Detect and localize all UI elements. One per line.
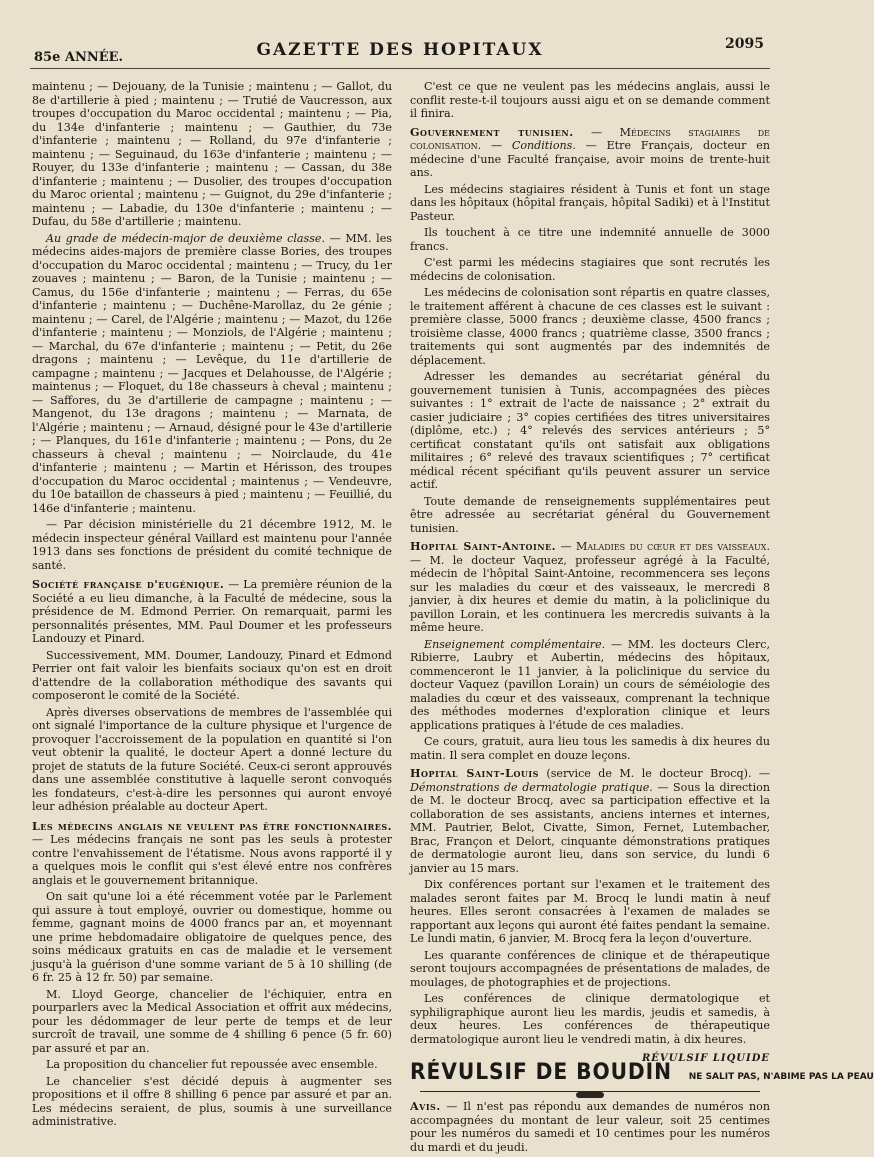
saint-antoine-heading: Hopital Saint-Antoine. [410,540,557,553]
tunisia-paragraph-2: Les médecins stagiaires résident à Tunis et font un stage dans les hôpitaux (hôpital français, hôpital Sadiki) et à l'Institut Pasteur. [410,182,770,223]
journal-title: GAZETTE DES HOPITAUX [256,40,544,60]
english-doctors-paragraph-3: M. Lloyd George, chancelier de l'échiquier, entra en pourparlers avec la Medical Association et offrit aux médecins, pour les dédommager de leur perte de temps et de leur surcroît de travail, une somme de 4 shilling 6 pence (5 fr. 60) par assuré et par an. [32,987,392,1055]
eugenics-heading: Société française d'eugénique. [32,578,225,591]
saint-antoine-text-1: — M. le docteur Vaquez, professeur agrégé à la Faculté, médecin de l'hôpital Saint-Antoine, recommencera ses leçons sur les maladies du cœur et des vaisseaux, le mercredi 8 janvier, à dix heures et demie du matin, à la policlinique du pavillon Lorain, et les continuera les mercredis suivants à la même heure. [410,553,770,634]
page-number: 2095 [725,36,764,52]
tunisia-paragraph-1 [410,126,770,180]
eugenics-paragraph-2: Successivement, MM. Doumer, Landouzy, Pinard et Edmond Perrier ont fait valoir les bienfaits sociaux qu'on est en droit d'attendre de la collaboration méthodique des savants qui composeront le comité de la Société. [32,648,392,702]
english-doctors-paragraph-5: Le chancelier s'est décidé depuis à augmenter ses propositions et il offre 8 shilling 6 pence par assuré et par an. Les médecins seraient, de plus, soumis à une surveillance administrative. [32,1074,392,1128]
page-header [0,0,800,90]
saint-louis-paragraph-1 [410,767,770,875]
edition-label: 85e ANNÉE. [34,50,124,65]
grade-text: — MM. les médecins aides-majors de première classe Bories, des troupes d'occupation du Maroc occidental ; maintenu ; — Trucy, du 1er zouaves ; maintenu ; — Baron, de la Tunisie ; maintenu ; — Camus, du 156e d'infanterie ; maintenu ; — Ferras, du 65e d'infanterie ; maintenu ; — Duchêne-Marollaz, du 2e génie ; maintenu ; — Carel, de l'Algérie ; maintenu ; — Mazot, du 126e d'infanterie ; maintenu ; — Monziols, de l'Algérie ; maintenu ; — Marchal, du 67e d'infanterie ; maintenu ; — Petit, du 26e dragons ; maintenu ; — Levêque, du 11e d'artillerie de campagne ; maintenu ; — Jacques et Delahousse, de l'Algérie ; maintenus ; — Floquet, du 18e chasseurs à cheval ; maintenu ; — Saffores, du 3e d'artillerie de campagne ; maintenu ; — Mangenot, du 13e dragons ; maintenu ; — Marnata, de l'Algérie ; maintenu ; — Arnaud, désigné pour le 43e d'artillerie ; — Planques, du 161e d'infanterie ; maintenu ; — Pons, du 2e chasseurs à cheval ; maintenu ; — Noirclaude, du 41e d'infanterie ; maintenu ; — Martin et Hérisson, des troupes d'occupation du Maroc occidental ; maintenus ; — Vendeuvre, du 10e bataillon de chasseurs à pied ; maintenu ; — Feuillié, du 146e d'infanterie ; maintenu. [32,231,392,515]
ad-subtitle: RÉVULSIF LIQUIDE [641,1053,770,1064]
tunisia-subheading: — Médecins stagiaires de colonisation. [410,125,771,152]
tunisia-paragraph-6: Adresser les demandes au secrétariat général du gouvernement tunisien à Tunis, accompagnées des pièces suivantes : 1° extrait de l'acte de naissance ; 2° extrait du casier judiciaire ; 3° copies certifiées des titres universitaires (diplôme, etc.) ; 4° relevés des services antérieurs ; 5° certificat constatant qu'ils ont satisfait aux obligations militaires ; 6° relevé des travaux scientifiques ; 7° certificat médical récent spécifiant qu'ils peuvent assurer un service actif. [410,370,770,491]
advertisement [410,1052,874,1085]
english-doctors-paragraph-1 [32,820,392,888]
ad-headline-row [410,1059,874,1085]
english-doctors-text-1: — Les médecins français ne sont pas les seuls à protester contre l'envahissement de l'étatisme. Nous avons rapporté il y a quelques mois le conflit qui s'est élevé entre nos confrères anglais et le gouvernement britannique. [32,833,392,887]
english-doctors-paragraph-4: La proposition du chancelier fut repoussée avec ensemble. [46,1058,378,1071]
eugenics-paragraph-3: Après diverses observations de membres de l'assemblée qui ont signalé l'importance de la culture physique et l'urgence de provoquer l'accroissement de la population en quantité si l'on veut obtenir la qualité, le docteur Apert a donné lecture du projet de statuts de la future Société. Ceux-ci seront approuvés dans une assemblée constitutive à laquelle seront convoqués les fondateurs, c'est-à-dire les personnes qui auront envoyé leur adhésion préalable au docteur Apert. [32,705,392,813]
header-rule [30,68,770,69]
promotion-second-class-paragraph [32,232,392,516]
english-doctors-heading: Les médecins anglais ne veulent pas être fonctionnaires. [32,819,392,833]
saint-louis-paragraph-2: Dix conférences portant sur l'examen et le traitement des malades seront faites par M. Brocq le lundi matin à neuf heures. Elles seront consacrées à l'examen de malades se rapportant aux leçons qui auront été faites pendant la semaine. Le lundi matin, 6 janvier, M. Brocq fera la leçon d'ouverture. [410,878,770,945]
saint-antoine-subheading: — Maladies du cœur et des vaisseaux. [556,540,770,553]
tunisia-paragraph-3: Ils touchent à ce titre une indemnité annuelle de 3000 francs. [410,226,770,253]
eugenics-paragraph-1 [32,578,392,646]
tunisia-text-1: — Etre Français, docteur en médecine d'une Faculté française, avoir moins de trente-huit ans. [410,139,770,179]
saint-antoine-text-2: — MM. les docteurs Clerc, Ribierre, Laubry et Aubertin, médecins des hôpitaux, commenceront le 11 janvier, à la policlinique du service du docteur Vaquez (pavillon Lorain) un cours de séméiologie des maladies du cœur et des vaisseaux, comprenant la technique des méthodes modernes d'exploration clinique et leurs applications pratiques à l'étude de ces maladies. [410,637,770,732]
saint-antoine-paragraph-2 [410,638,770,733]
complementary-teaching-label: Enseignement complémentaire. [424,637,606,651]
promotion-list-paragraph: maintenu ; — Dejouany, de la Tunisie ; maintenu ; — Gallot, du 8e d'artillerie à pied ; maintenu ; — Trutié de Vaucresson, aux troupes d'occupation du Maroc occidental ; maintenu ; — Pia, du 134e d'infanterie ; maintenu ; — Gauthier, du 73e d'infanterie ; maintenu ; — Rolland, du 97e d'infanterie ; maintenu ; — Seguinaud, du 163e d'infanterie ; maintenu ; — Rouyer, du 133e d'infanterie ; maintenu ; — Cassan, du 38e d'infanterie ; maintenu ; — Dusolier, des troupes d'occupation du Maroc oriental ; maintenu ; — Guignot, du 29e d'infanterie ; maintenu ; — Labadie, du 130e d'infanterie ; maintenu ; — Dufau, du 58e d'artillerie ; maintenu. [32,80,392,228]
notice-text: — Il n'est pas répondu aux demandes de numéros non accompagnées du montant de leur valeur, soit 25 centimes pour les numéros du samedi et 10 centimes pour les numéros du mardi et du jeudi. [410,1100,770,1154]
ornament-center [576,1092,604,1098]
left-column [32,80,392,1132]
saint-louis-paragraph-3: Les quarante conférences de clinique et de thérapeutique seront toujours accompagnées de présentations de malades, de moulages, de photographies et de projections. [410,948,770,989]
tunisia-conditions-label: — Conditions. [481,139,576,152]
ministerial-decision-paragraph: — Par décision ministérielle du 21 décembre 1912, M. le médecin inspecteur général Vaillard est maintenu pour l'année 1913 dans ses fonctions de président du comité technique de santé. [32,518,392,572]
tunisia-paragraph-5: Les médecins de colonisation sont répartis en quatre classes, le traitement afférent à chacune de ces classes est le suivant : première classe, 5000 francs ; deuxième classe, 4500 francs ; troisième classe, 4000 francs ; quatrième classe, 3500 francs ; traitements qui sont augmentés par des indemnités de déplacement. [410,286,770,367]
tunisia-paragraph-4: C'est parmi les médecins stagiaires que sont recrutés les médecins de colonisation. [410,256,770,283]
right-column [410,80,874,1157]
english-doctors-paragraph-2: On sait qu'une loi a été récemment votée par le Parlement qui assure à tout employé, ouvrier ou domestique, homme ou femme, gagnant moins de 4000 francs par an, et moyennant une prime hebdomadaire obligatoire de quelques pence, des soins médicaux gratuits en cas de maladie et le versement jusqu'à la guérison d'une somme variant de 5 à 10 shilling (de 6 fr. 25 à 12 fr. 50) par semaine. [32,890,392,984]
notice-paragraph [410,1100,770,1154]
saint-louis-heading: Hopital Saint-Louis [410,767,539,780]
ad-brand-name: RÉVULSIF DE BOUDIN [410,1059,672,1085]
tunisia-heading: Gouvernement tunisien. [410,125,574,139]
saint-louis-text-1: — Sous la direction de M. le docteur Brocq, avec sa participation effective et la collaboration de ses assistants, anciens internes et internes, MM. Pautrier, Belot, Civatte, Simon, Fernet, Lutembacher, Brac, Françon et Delort, cinquante démonstrations pratiques de dermatologie auront lieu, dans son service, du lundi 6 janvier au 15 mars. [410,780,771,875]
saint-antoine-paragraph-1 [410,540,770,635]
notice-heading: Avis. [410,1100,441,1113]
eugenics-text-1: — La première réunion de la Société a eu lieu dimanche, à la Faculté de médecine, sous la présidence de M. Edmond Perrier. On remarquait, parmi les personnalités présentes, MM. Paul Doumer et les professeurs Landouzy et Pinard. [32,578,392,645]
grade-heading: Au grade de médecin-major de deuxième classe. [46,231,325,245]
ornament-divider [410,1088,770,1094]
saint-louis-paragraph-4: Les conférences de clinique dermatologique et syphiligraphique auront lieu les mardis, jeudis et samedis, à deux heures. Les conférences de thérapeutique dermatologique auront lieu le vendredi matin, à dix heures. [410,992,770,1046]
tunisia-paragraph-7: Toute demande de renseignements supplémentaires peut être adressée au secrétariat général du Gouvernement tunisien. [410,494,770,535]
ad-claim: NE SALIT PAS, N'ABIME PAS LA PEAU [688,1071,874,1082]
saint-louis-subheading: (service de M. le docteur Brocq). — [538,767,771,780]
saint-antoine-paragraph-3: Ce cours, gratuit, aura lieu tous les samedis à dix heures du matin. Il sera complet en douze leçons. [410,735,770,762]
dermatology-label: Démonstrations de dermatologie pratique. [410,780,653,794]
conflict-conclusion-paragraph: C'est ce que ne veulent pas les médecins anglais, aussi le conflit reste-t-il toujours aussi aigu et on se demande comment il finira. [410,80,770,120]
